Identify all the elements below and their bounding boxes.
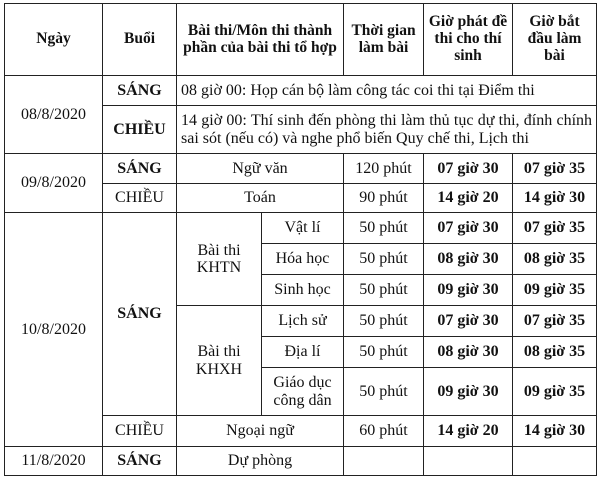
header-session: Buổi <box>103 4 177 76</box>
table-row <box>5 213 597 244</box>
duration-cell: 50 phút <box>344 213 424 244</box>
note-cell: 14 giờ 00: Thí sinh đến phòng thi làm thủ tục dự thi, đính chính sai sót (nếu có) và nghe phổ biến Quy chế thi, Lịch thi <box>177 106 597 154</box>
duration-cell: 50 phút <box>344 337 424 368</box>
table-row <box>5 447 597 476</box>
subject-cell: Lịch sử <box>262 306 344 337</box>
release-time-cell: 09 giờ 30 <box>424 275 513 306</box>
table-row <box>5 76 597 106</box>
start-time-cell: 14 giờ 30 <box>513 184 597 213</box>
start-time-cell: 14 giờ 30 <box>513 416 597 447</box>
duration-cell: 120 phút <box>344 154 424 184</box>
note-cell: 08 giờ 00: Họp cán bộ làm công tác coi thi tại Điểm thi <box>177 76 597 106</box>
header-duration: Thời gian làm bài <box>344 4 424 76</box>
subject-cell: Địa lí <box>262 337 344 368</box>
subject-cell: Dự phòng <box>177 447 344 476</box>
release-time-cell: 07 giờ 30 <box>424 306 513 337</box>
duration-cell: 50 phút <box>344 275 424 306</box>
session-cell: SÁNG <box>103 447 177 476</box>
duration-cell: 50 phút <box>344 244 424 275</box>
date-cell: 08/8/2020 <box>5 76 103 154</box>
session-cell: CHIỀU <box>103 184 177 213</box>
start-time-cell: 07 giờ 35 <box>513 213 597 244</box>
session-cell: SÁNG <box>103 76 177 106</box>
group-label-line: Bài thi <box>197 343 241 361</box>
start-time-cell: 08 giờ 35 <box>513 244 597 275</box>
exam-schedule-table <box>4 3 597 476</box>
start-time-cell: 07 giờ 35 <box>513 306 597 337</box>
date-cell: 11/8/2020 <box>5 447 103 476</box>
group-label-line: Bài thi <box>197 241 241 259</box>
duration-cell: 50 phút <box>344 306 424 337</box>
start-time-cell: 09 giờ 35 <box>513 275 597 306</box>
subject-cell: Sinh học <box>262 275 344 306</box>
duration-cell: 60 phút <box>344 416 424 447</box>
group-label-line: KHTN <box>196 259 242 276</box>
exam-group-khxh <box>177 306 262 416</box>
start-time-cell: 09 giờ 35 <box>513 368 597 416</box>
session-cell: CHIỀU <box>103 416 177 447</box>
start-time-cell: 07 giờ 35 <box>513 154 597 184</box>
header-start-time: Giờ bắt đầu làm bài <box>513 4 597 76</box>
header-release-time: Giờ phát đề thi cho thí sinh <box>424 4 513 76</box>
session-cell: CHIỀU <box>103 106 177 154</box>
release-time-cell: 08 giờ 30 <box>424 337 513 368</box>
date-cell: 09/8/2020 <box>5 154 103 213</box>
header-subject: Bài thi/Môn thi thành phần của bài thi tổ hợp <box>177 4 344 76</box>
subject-cell: Ngữ văn <box>177 154 344 184</box>
start-time-cell <box>513 447 597 476</box>
subject-cell: Hóa học <box>262 244 344 275</box>
table-row <box>5 154 597 184</box>
release-time-cell: 14 giờ 20 <box>424 184 513 213</box>
header-row <box>5 4 597 76</box>
subject-cell: Toán <box>177 184 344 213</box>
subject-cell: Vật lí <box>262 213 344 244</box>
start-time-cell: 08 giờ 35 <box>513 337 597 368</box>
release-time-cell: 09 giờ 30 <box>424 368 513 416</box>
duration-cell: 50 phút <box>344 368 424 416</box>
duration-cell <box>344 447 424 476</box>
session-cell: SÁNG <box>103 213 177 416</box>
date-cell: 10/8/2020 <box>5 213 103 447</box>
session-cell: SÁNG <box>103 154 177 184</box>
release-time-cell: 08 giờ 30 <box>424 244 513 275</box>
subject-cell: Giáo dục công dân <box>262 368 344 416</box>
group-label-line: KHXH <box>195 360 243 378</box>
release-time-cell <box>424 447 513 476</box>
exam-group-khtn <box>177 213 262 306</box>
release-time-cell: 07 giờ 30 <box>424 154 513 184</box>
header-date: Ngày <box>5 4 103 76</box>
subject-cell: Ngoại ngữ <box>177 416 344 447</box>
duration-cell: 90 phút <box>344 184 424 213</box>
release-time-cell: 07 giờ 30 <box>424 213 513 244</box>
release-time-cell: 14 giờ 20 <box>424 416 513 447</box>
